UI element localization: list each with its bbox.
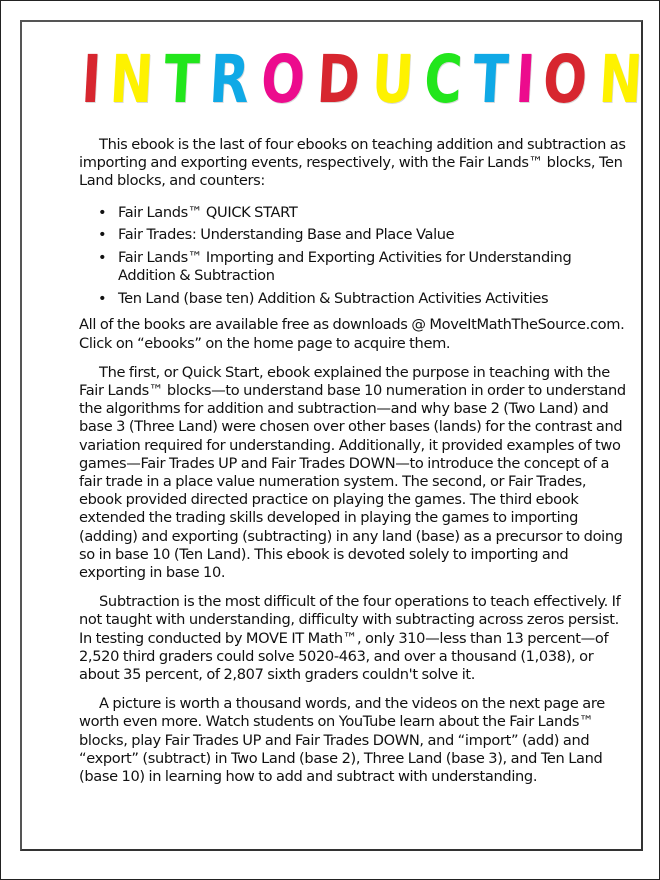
page-title xyxy=(79,41,645,118)
title-letter: T xyxy=(161,41,202,118)
bullet-icon: • xyxy=(98,226,107,244)
title-letter: O xyxy=(258,41,307,118)
ebook-list xyxy=(79,204,627,309)
title-letter: I xyxy=(79,41,103,118)
bullet-icon: • xyxy=(98,290,107,308)
title-letter: R xyxy=(207,41,252,118)
availability-paragraph: All of the books are available free as downloads @ MoveItMathTheSource.com. Click on “ebooks” on the home page to acquire them. xyxy=(79,316,625,352)
list-item-text: Fair Trades: Understanding Base and Place Value xyxy=(118,226,455,244)
intro-paragraph: This ebook is the last of four ebooks on teaching addition and subtraction as importing and exporting events, respectively, with the Fair Lands™ blocks, Ten Land blocks, and counters: xyxy=(79,136,626,190)
videos-paragraph: A picture is worth a thousand words, and the videos on the next page are worth even more. Watch students on YouTube learn about the Fair Lands™ blocks, play Fair Trades UP and Fair Trades DOWN, and “import” (add) and “export” (subtract) in Two Land (base 2), Three Land (base 3), and Ten Land (base 10) in learning how to add and subtract with understanding. xyxy=(79,695,605,786)
body-content xyxy=(79,136,627,786)
history-paragraph: The first, or Quick Start, ebook explained the purpose in teaching with the Fair Lands™ blocks—to understand base 10 numeration in order to understand the algorithms for addition and subtraction—and why base 2 (Two Land) and base 3 (Three Land) were chosen over other bases (lands) for the contrast and variation required for understanding. Additionally, it provided examples of two games—Fair Trades UP and Fair Trades DOWN—to introduce the concept of a fair trade in a place value numeration system. The second, or Fair Trades, ebook provided directed practice on playing the games. The third ebook extended the trading skills developed in playing the games to importing (adding) and exporting (subtracting) in any land (base) as a precursor to doing so in base 10 (Ten Land). This ebook is devoted solely to importing and exporting in base 10. xyxy=(79,363,626,582)
list-item-text: Fair Lands™ Importing and Exporting Activities for Understanding Addition & Subtraction xyxy=(118,249,572,285)
subtraction-paragraph: Subtraction is the most difficult of the four operations to teach effectively. If not taught with understanding, difficulty with subtracting across zeros persist. In testing conducted by MOVE IT Math™, only 310—less than 13 percent—of 2,520 third graders could solve 5020-463, and over a thousand (1,038), or about 35 percent, of 2,807 sixth graders couldn't solve it. xyxy=(79,593,621,684)
list-item xyxy=(79,290,627,308)
bullet-icon: • xyxy=(98,249,107,267)
title-letter: D xyxy=(314,41,362,118)
list-item xyxy=(79,204,627,222)
title-letter: O xyxy=(541,41,590,118)
list-item-text: Ten Land (base ten) Addition & Subtraction Activities Activities xyxy=(118,290,549,308)
list-item-text: Fair Lands™ QUICK START xyxy=(118,203,298,221)
list-item xyxy=(79,249,627,285)
bullet-icon: • xyxy=(98,203,107,221)
title-letter: N xyxy=(107,41,155,118)
title-letter: C xyxy=(422,41,465,118)
list-item xyxy=(79,226,627,244)
title-letter: U xyxy=(369,41,416,118)
title-letter: N xyxy=(597,41,645,118)
title-letter: T xyxy=(470,41,510,118)
title-letter: I xyxy=(513,41,537,118)
